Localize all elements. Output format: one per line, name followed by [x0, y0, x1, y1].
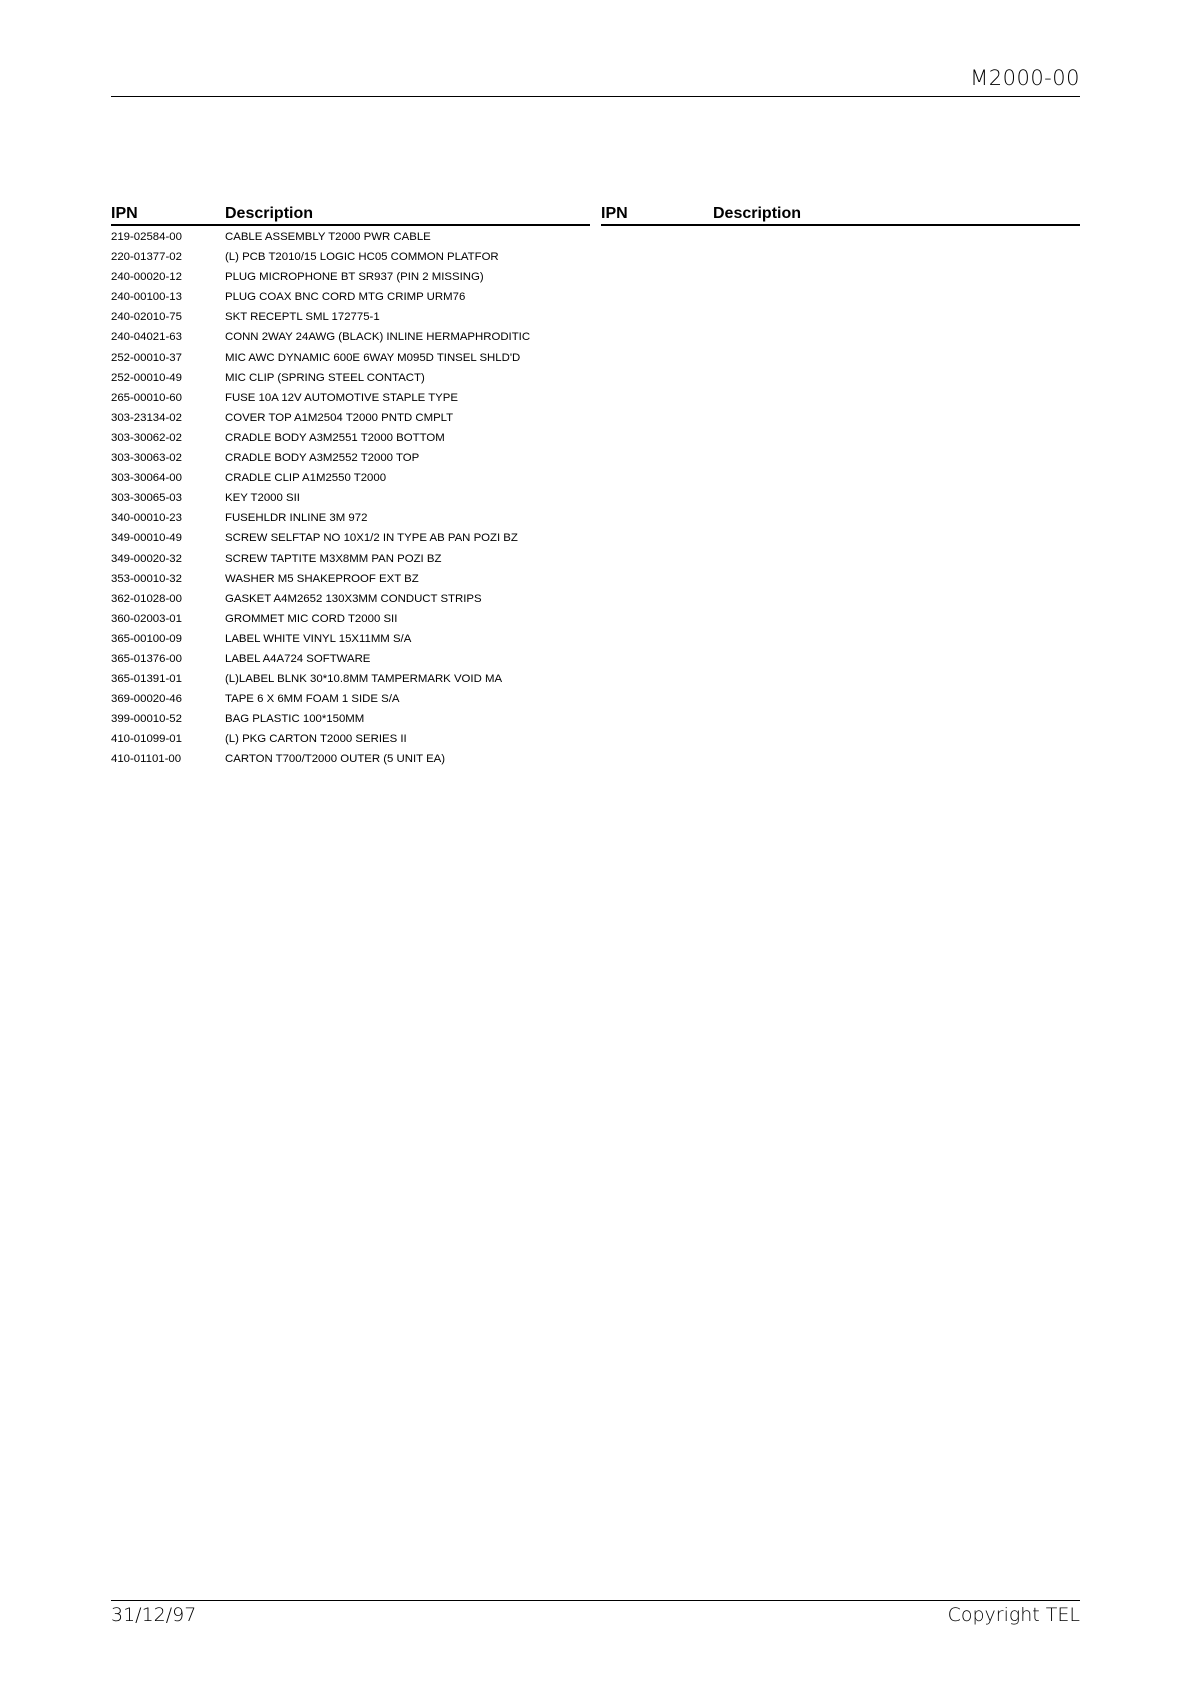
part-ipn: 365-01376-00 [111, 652, 182, 665]
part-ipn: 410-01099-01 [111, 733, 182, 746]
part-row [111, 327, 611, 347]
part-ipn: 410-01101-00 [111, 753, 182, 766]
part-description: CRADLE BODY A3M2551 T2000 BOTTOM [225, 431, 445, 444]
part-description: MIC AWC DYNAMIC 600E 6WAY M095D TINSEL SHLD'D [225, 351, 521, 364]
part-ipn: 349-00020-32 [111, 552, 182, 565]
part-row [111, 709, 611, 729]
part-ipn: 240-02010-75 [111, 311, 182, 324]
part-description: SKT RECEPTL SML 172775-1 [225, 311, 380, 324]
part-row [111, 609, 611, 629]
part-description: FUSEHLDR INLINE 3M 972 [225, 512, 368, 525]
part-description: SCREW SELFTAP NO 10X1/2 IN TYPE AB PAN POZI BZ [225, 532, 518, 545]
footer-copyright: Copyright TEL [947, 1604, 1080, 1626]
part-row [111, 749, 611, 769]
part-row [111, 408, 611, 428]
part-row [111, 368, 611, 388]
part-description: BAG PLASTIC 100*150MM [225, 713, 365, 726]
part-description: CRADLE BODY A3M2552 T2000 TOP [225, 452, 420, 465]
part-description: CARTON T700/T2000 OUTER (5 UNIT EA) [225, 753, 446, 766]
part-ipn: 220-01377-02 [111, 251, 182, 264]
document-code: M2000-00 [970, 66, 1080, 90]
part-description: MIC CLIP (SPRING STEEL CONTACT) [225, 371, 425, 384]
part-row [111, 549, 611, 569]
part-description: TAPE 6 X 6MM FOAM 1 SIDE S/A [225, 693, 400, 706]
part-ipn: 303-30064-00 [111, 472, 182, 485]
part-description: (L) PCB T2010/15 LOGIC HC05 COMMON PLATFOR [225, 251, 499, 264]
part-description: WASHER M5 SHAKEPROOF EXT BZ [225, 572, 419, 585]
part-ipn: 340-00010-23 [111, 512, 182, 525]
footer-date: 31/12/97 [111, 1604, 197, 1626]
part-row [111, 729, 611, 749]
parts-list [111, 227, 611, 770]
part-row [111, 589, 611, 609]
part-row [111, 348, 611, 368]
part-row [111, 307, 611, 327]
part-description: LABEL WHITE VINYL 15X11MM S/A [225, 632, 412, 645]
right-ipn-heading: IPN [601, 205, 628, 222]
part-ipn: 360-02003-01 [111, 612, 182, 625]
part-ipn: 303-30062-02 [111, 431, 182, 444]
part-ipn: 362-01028-00 [111, 592, 182, 605]
part-description: CONN 2WAY 24AWG (BLACK) INLINE HERMAPHRODITIC [225, 331, 531, 344]
part-row [111, 488, 611, 508]
part-ipn: 303-30065-03 [111, 492, 182, 505]
part-ipn: 240-00020-12 [111, 271, 182, 284]
part-description: GROMMET MIC CORD T2000 SII [225, 612, 398, 625]
part-ipn: 303-23134-02 [111, 411, 182, 424]
part-ipn: 252-00010-37 [111, 351, 182, 364]
part-description: FUSE 10A 12V AUTOMOTIVE STAPLE TYPE [225, 391, 458, 404]
part-row [111, 247, 611, 267]
part-row [111, 629, 611, 649]
part-row [111, 227, 611, 247]
footer-rule [111, 1600, 1080, 1601]
part-row [111, 388, 611, 408]
part-ipn: 365-00100-09 [111, 632, 182, 645]
part-description: (L) PKG CARTON T2000 SERIES II [225, 733, 407, 746]
part-description: PLUG MICROPHONE BT SR937 (PIN 2 MISSING) [225, 271, 484, 284]
part-ipn: 365-01391-01 [111, 673, 182, 686]
part-description: PLUG COAX BNC CORD MTG CRIMP URM76 [225, 291, 466, 304]
part-ipn: 240-04021-63 [111, 331, 182, 344]
part-ipn: 219-02584-00 [111, 231, 182, 243]
part-row [111, 428, 611, 448]
part-description: LABEL A4A724 SOFTWARE [225, 652, 371, 665]
right-description-heading: Description [713, 205, 802, 222]
left-description-heading: Description [225, 205, 314, 222]
left-column-header [111, 204, 590, 226]
part-row [111, 468, 611, 488]
part-ipn: 399-00010-52 [111, 713, 182, 726]
part-description: COVER TOP A1M2504 T2000 PNTD CMPLT [225, 411, 454, 424]
part-row [111, 649, 611, 669]
part-ipn: 353-00010-32 [111, 572, 182, 585]
part-row [111, 689, 611, 709]
part-row [111, 528, 611, 548]
part-ipn: 303-30063-02 [111, 452, 182, 465]
part-ipn: 349-00010-49 [111, 532, 182, 545]
part-description: GASKET A4M2652 130X3MM CONDUCT STRIPS [225, 592, 482, 605]
part-row [111, 508, 611, 528]
part-ipn: 265-00010-60 [111, 391, 182, 404]
part-row [111, 569, 611, 589]
part-ipn: 369-00020-46 [111, 693, 182, 706]
part-description: CABLE ASSEMBLY T2000 PWR CABLE [225, 231, 431, 243]
part-row [111, 267, 611, 287]
header-rule [111, 96, 1080, 97]
part-row [111, 287, 611, 307]
part-ipn: 252-00010-49 [111, 371, 182, 384]
part-description: CRADLE CLIP A1M2550 T2000 [225, 472, 387, 485]
part-description: KEY T2000 SII [225, 492, 300, 505]
part-ipn: 240-00100-13 [111, 291, 182, 304]
right-column-header [601, 204, 1080, 226]
part-row [111, 669, 611, 689]
part-description: (L)LABEL BLNK 30*10.8MM TAMPERMARK VOID MA [225, 673, 503, 686]
left-ipn-heading: IPN [111, 205, 138, 222]
part-description: SCREW TAPTITE M3X8MM PAN POZI BZ [225, 552, 442, 565]
part-row [111, 448, 611, 468]
